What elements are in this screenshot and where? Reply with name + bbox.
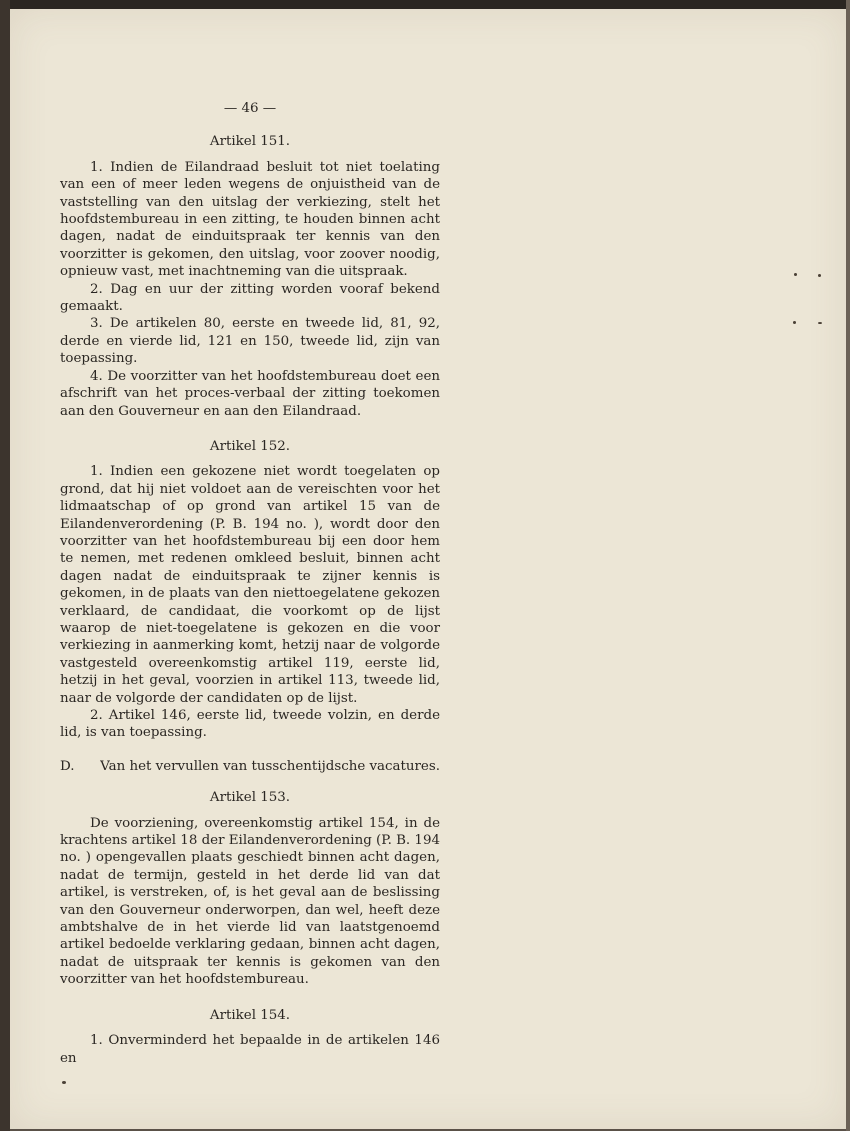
scan-border-right [846,0,850,1131]
page-content [60,90,440,1067]
section-heading [60,758,440,775]
article-paragraph: 1. Indien een gekozene niet wordt toegelaten op grond, dat hij niet voldoet aan de vereischten voor het lidmaatschap of op grond van artikel 15 van de Eilandenverordening (P. B. 194 no. ), wordt door den voorzitter van het hoofdstembureau bij een door hem te nemen, met redenen omkleed besluit, binnen acht dagen nadat de einduitspraak te zijner kennis is gekomen, in de plaats van den niettoegelatene gekozen verklaard, de candidaat, die voorkomt op de lijst waarop de niet-toegelatene is gekozen en die voor verkiezing in aanmerking komt, hetzij naar de volgorde vastgesteld overeenkomstig artikel 119, eerste lid, hetzij in het geval, voorzien in artikel 113, tweede lid, naar de volgorde der candidaten op de lijst. [60,464,440,706]
article-heading: Artikel 152. [209,438,291,454]
paper-speck [818,274,821,277]
article-paragraph: 1. Onverminderd het bepaalde in de artikelen 146 en [60,1033,440,1066]
page-number: — 46 — [223,101,277,116]
article-heading: Artikel 151. [209,134,291,150]
article-heading: Artikel 153. [209,790,291,806]
paper-speck [794,273,797,276]
scan-border-top [0,0,850,9]
article-paragraph: 3. De artikelen 80, eerste en tweede lid, 81, 92, derde en vierde lid, 121 en 150, tweede lid, zijn van toepassing. [60,316,440,367]
article-paragraph: 4. De voorzitter van het hoofdstembureau doet een afschrift van het proces-verbaal der zitting toekomen aan den Gouverneur en aan den Eilandraad. [60,368,440,419]
article-heading: Artikel 154. [209,1007,291,1023]
paper-speck [818,322,822,324]
paper-speck [62,1081,66,1084]
section-letter: D. [60,758,75,774]
article-paragraph: 2. Artikel 146, eerste lid, tweede volzin, en derde lid, is van toepassing. [60,708,440,741]
article-paragraph: De voorziening, overeenkomstig artikel 154, in de krachtens artikel 18 der Eilandenverordening (P. B. 194 no. ) opengevallen plaats geschiedt binnen acht dagen, nadat de termijn, gesteld in het derde lid van dat artikel, is verstreken, of, is het geval aan de beslissing van den Gouverneur onderworpen, dan wel, heeft deze ambtshalve de in het vierde lid van laatstgenoemd artikel bedoelde verklaring gedaan, binnen acht dagen, nadat de uitspraak ter kennis is gekomen van den voorzitter van het hoofdstembureau. [60,815,440,988]
scan-border-left [0,0,10,1131]
article-paragraph: 1. Indien de Eilandraad besluit tot niet toelating van een of meer leden wegens de onjuistheid van de vaststelling van den uitslag der verkiezing, stelt het hoofdstembureau in een zitting, te houden binnen acht dagen, nadat de einduitspraak ter kennis van den voorzitter is gekomen, den uitslag, voor zoover noodig, opnieuw vast, met inachtneming van die uitspraak. [60,159,440,280]
article-paragraph: 2. Dag en uur der zitting worden vooraf bekend gemaakt. [60,281,440,315]
paper-speck [793,321,796,324]
section-title: Van het vervullen van tusschentijdsche vacatures. [100,758,440,774]
